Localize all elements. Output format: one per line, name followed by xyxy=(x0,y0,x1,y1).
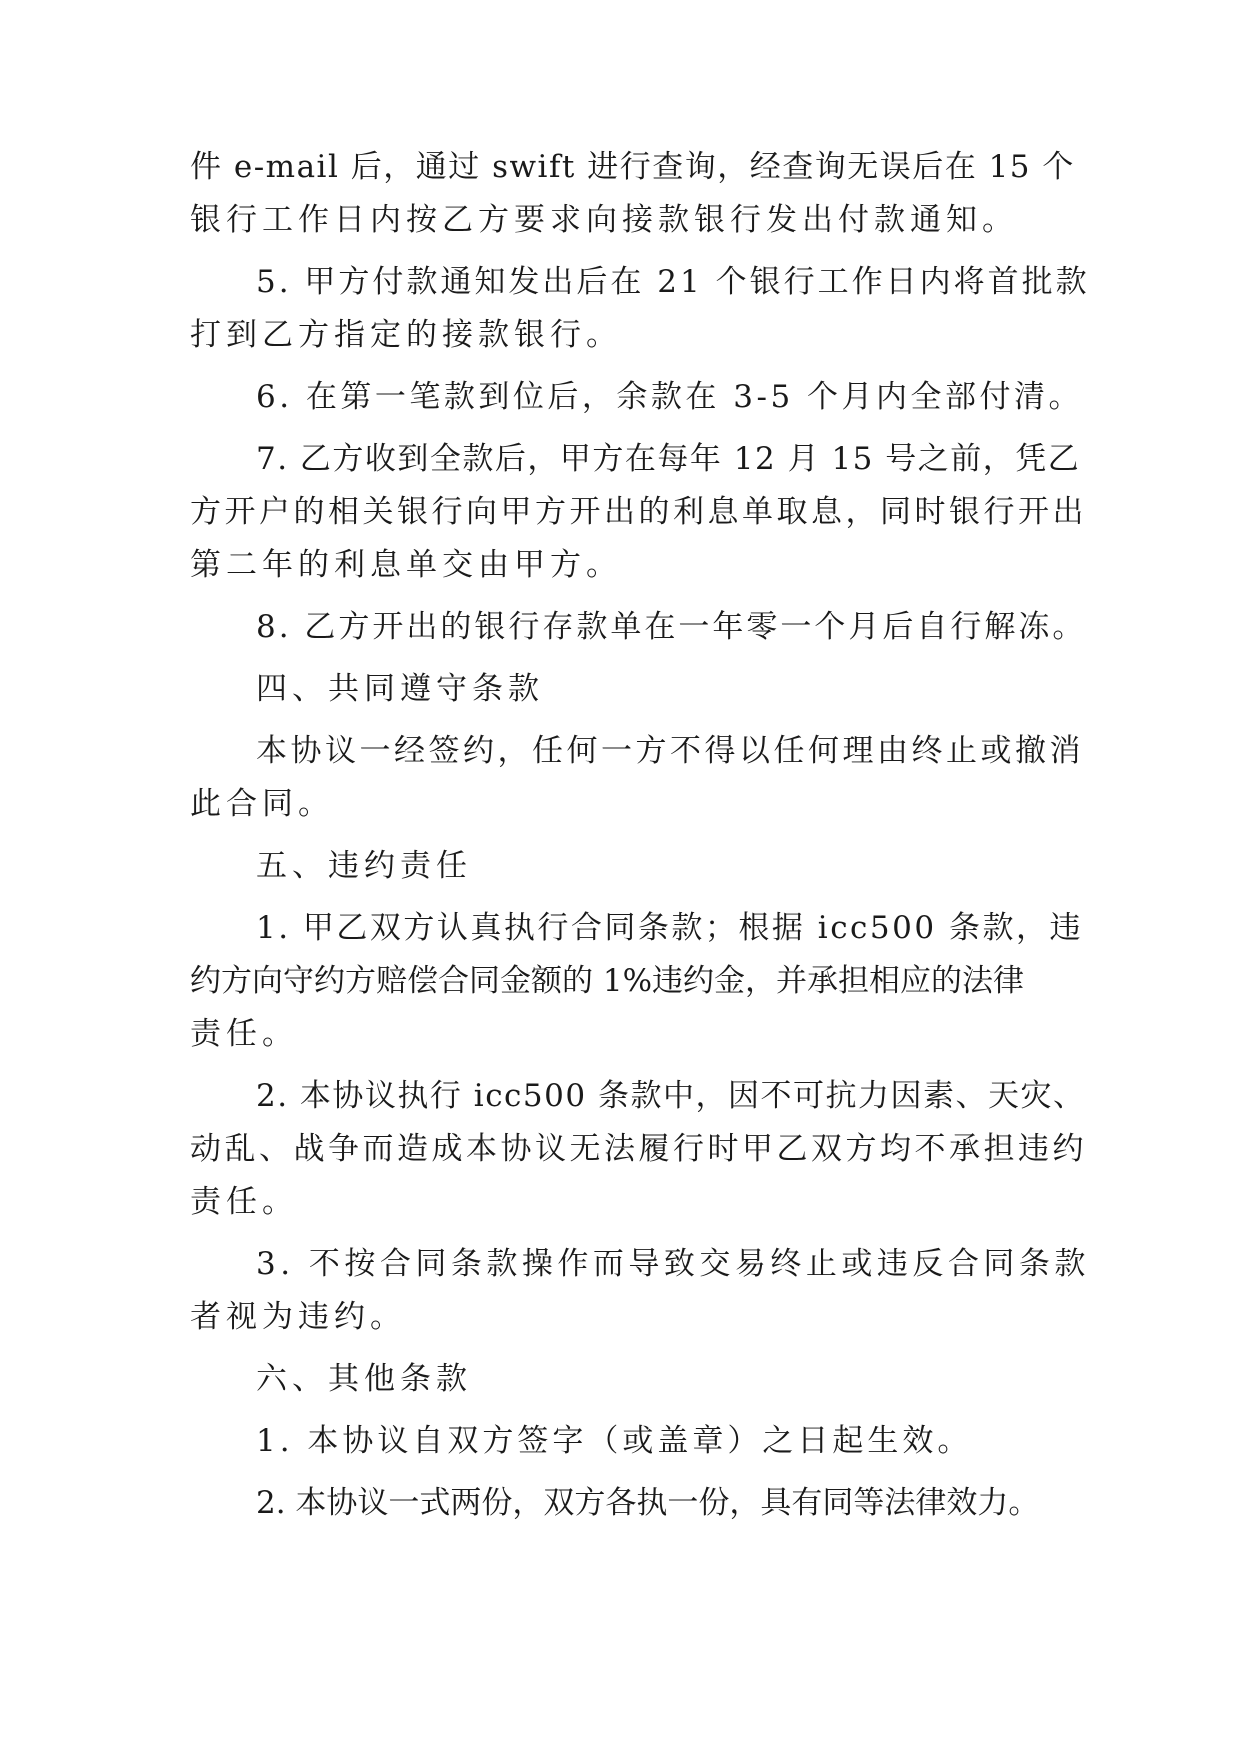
text-line: 银行工作日内按乙方要求向接款银行发出付款通知。 xyxy=(190,202,1018,238)
text-line: 责任。 xyxy=(190,1184,298,1220)
text-line: 7. 乙方收到全款后，甲方在每年 12 月 15 号之前，凭乙 xyxy=(256,441,1081,477)
text-line: 动乱、战争而造成本协议无法履行时甲乙双方均不承担违约 xyxy=(190,1131,1087,1167)
text-line: 6. 在第一笔款到位后，余款在 3-5 个月内全部付清。 xyxy=(256,379,1084,415)
text-line: 1. 甲乙双方认真执行合同条款；根据 icc500 条款，违 xyxy=(256,910,1083,946)
section-heading: 四、共同遵守条款 xyxy=(256,671,544,707)
text-line: 责任。 xyxy=(190,1016,298,1052)
text-line: 5. 甲方付款通知发出后在 21 个银行工作日内将首批款 xyxy=(256,264,1090,300)
text-line: 者视为违约。 xyxy=(190,1299,406,1335)
text-line: 本协议一经签约，任何一方不得以任何理由终止或撤消 xyxy=(256,733,1084,769)
text-line: 第二年的利息单交由甲方。 xyxy=(190,547,622,583)
text-line: 方开户的相关银行向甲方开出的利息单取息，同时银行开出 xyxy=(190,494,1087,530)
text-line: 8. 乙方开出的银行存款单在一年零一个月后自行解冻。 xyxy=(256,609,1087,645)
text-line: 打到乙方指定的接款银行。 xyxy=(190,317,622,353)
text-line: 3. 不按合同条款操作而导致交易终止或违反合同条款 xyxy=(256,1246,1090,1282)
section-heading: 五、违约责任 xyxy=(256,848,472,884)
text-line: 2. 本协议执行 icc500 条款中，因不可抗力因素、天灾、 xyxy=(256,1078,1086,1114)
text-line: 2. 本协议一式两份，双方各执一份，具有同等法律效力。 xyxy=(256,1485,1040,1521)
text-line: 此合同。 xyxy=(190,786,334,822)
text-line: 1. 本协议自双方签字（或盖章）之日起生效。 xyxy=(256,1423,973,1459)
section-heading: 六、其他条款 xyxy=(256,1361,472,1397)
text-line: 约方向守约方赔偿合同金额的 1%违约金，并承担相应的法律 xyxy=(190,963,1025,999)
text-line: 件 e-mail 后，通过 swift 进行查询，经查询无误后在 15 个 xyxy=(190,149,1075,185)
